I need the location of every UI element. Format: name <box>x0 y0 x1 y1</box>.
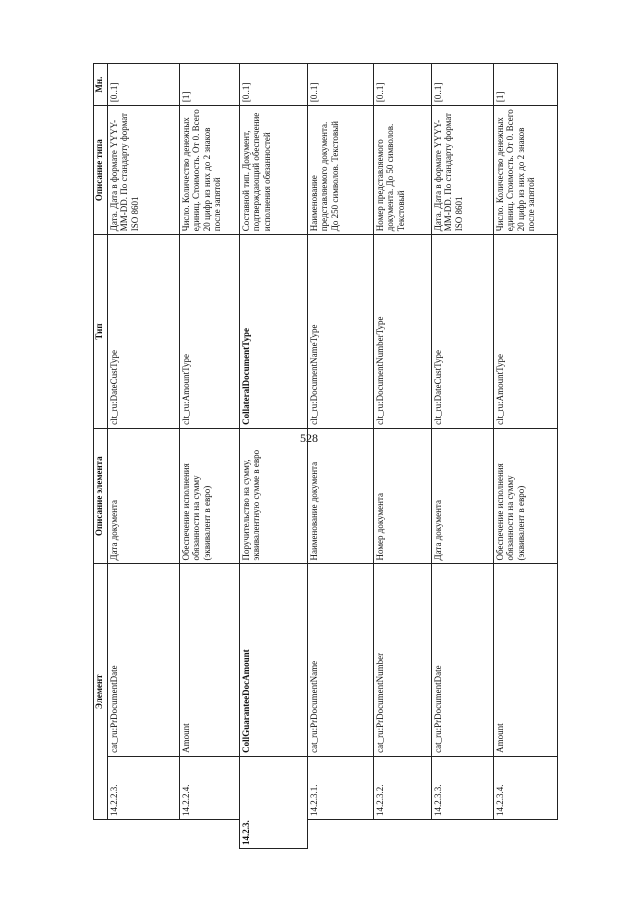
row-multiplicity: [0..1] <box>374 64 432 106</box>
row-type: clt_ru:DateCustType <box>432 235 494 429</box>
row-multiplicity: [1] <box>494 64 558 106</box>
row-number: 14.2.3.1. <box>308 756 374 819</box>
row-element-name: cat_ru:PrDocumentDate <box>108 564 180 756</box>
rotated-table-wrapper <box>93 63 639 849</box>
row-type-description: Число. Количество денежных единиц. Стоимость. От 0. Всего 20 цифр из них до 2 знаков после запятой <box>180 106 240 235</box>
table-row <box>374 64 432 849</box>
row-element-name: cat_ru:PrDocumentNumber <box>374 564 432 756</box>
header-type-description: Описание типа <box>94 106 108 235</box>
row-type: clt_ru:AmountType <box>494 235 558 429</box>
row-type-description: Дата. Дата в формате YYYY-MM-DD. По стандарту формат ISO 8601 <box>432 106 494 235</box>
row-element-name: cat_ru:PrDocumentDate <box>432 564 494 756</box>
row-description: Номер документа <box>374 428 432 564</box>
row-description: Дата документа <box>432 428 494 564</box>
table-row <box>108 64 180 849</box>
table-header-row <box>94 64 108 849</box>
row-description: Обеспечение исполнения обязанности на сумму (эквивалент в евро) <box>494 428 558 564</box>
row-number: 14.2.2.4. <box>180 756 240 819</box>
table-row-group <box>240 64 308 849</box>
table-row <box>494 64 558 849</box>
row-type: clt_ru:DocumentNumberType <box>374 235 432 429</box>
row-type: clt_ru:DocumentNameType <box>308 235 374 429</box>
row-number: 14.2.3.3. <box>432 756 494 819</box>
row-type-description: Наименование представляемого документа. До 250 символов. Текстовый <box>308 106 374 235</box>
row-number: 14.2.3.4. <box>494 756 558 819</box>
row-number: 14.2.2.3. <box>108 756 180 819</box>
row-type: clt_ru:DateCustType <box>108 235 180 429</box>
header-type: Тип <box>94 235 108 429</box>
row-multiplicity: [0..1] <box>108 64 180 106</box>
row-description: Дата документа <box>108 428 180 564</box>
row-element-name: CollGuaranteeDocAmount <box>240 564 308 756</box>
header-element: Элемент <box>94 564 108 820</box>
row-type-description: Число. Количество денежных единиц. Стоимость. От 0. Всего 20 цифр из них до 2 знаков после запятой <box>494 106 558 235</box>
header-description: Описание элемента <box>94 428 108 564</box>
schema-table <box>93 63 558 849</box>
row-multiplicity: [1] <box>180 64 240 106</box>
row-number: 14.2.3. <box>240 756 308 848</box>
header-multiplicity: Мн. <box>94 64 108 106</box>
row-type: CollateralDocumentType <box>240 235 308 429</box>
row-element-name: cat_ru:PrDocumentName <box>308 564 374 756</box>
row-number: 14.2.3.2. <box>374 756 432 819</box>
row-type-description: Номер представляемого документа. До 50 символов. Текстовый <box>374 106 432 235</box>
row-element-name: Amount <box>180 564 240 756</box>
row-multiplicity: [0..1] <box>432 64 494 106</box>
table-row <box>432 64 494 849</box>
row-multiplicity: [0..1] <box>308 64 374 106</box>
row-description: Наименование документа <box>308 428 374 564</box>
row-description: Обеспечение исполнения обязанности на сумму (эквивалент в евро) <box>180 428 240 564</box>
page-number: 528 <box>300 431 318 445</box>
row-description: Поручительство на сумму, эквивалентную сумме в евро <box>240 428 308 564</box>
row-element-name: Amount <box>494 564 558 756</box>
row-type-description: Составной тип. Документ, подтверждающий обеспечение исполнения обязанностей <box>240 106 308 235</box>
table-row <box>180 64 240 849</box>
row-multiplicity: [0..1] <box>240 64 308 106</box>
row-type-description: Дата. Дата в формате YYYY-MM-DD. По стандарту формат ISO 8601 <box>108 106 180 235</box>
row-type: clt_ru:AmountType <box>180 235 240 429</box>
table-row <box>308 64 374 849</box>
